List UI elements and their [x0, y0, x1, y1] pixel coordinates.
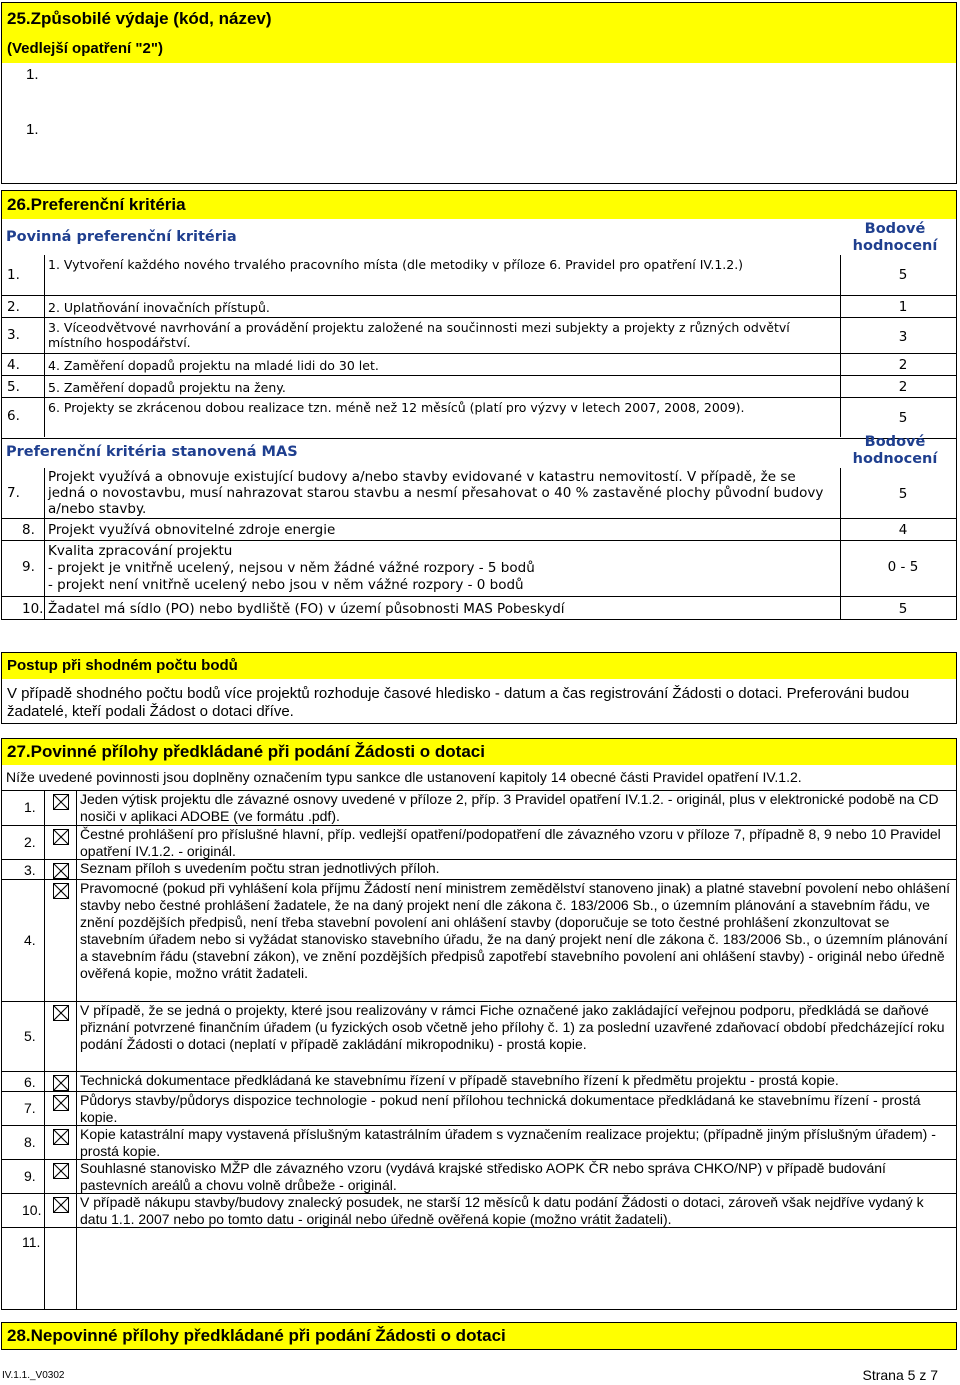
section-25-subtitle: (Vedlejší opatření "2"): [7, 40, 163, 57]
criterion-row: [2, 375, 956, 398]
criterion-row: [2, 468, 956, 518]
mas-criteria-table: [2, 468, 956, 620]
attachment-row: [2, 879, 956, 1001]
attachment-row: [2, 859, 956, 879]
criterion-points: 5: [898, 486, 908, 502]
criterion-row: [2, 353, 956, 376]
section-28-box: [1, 1322, 957, 1350]
criterion-text: 6. Projekty se zkrácenou dobou realizace tzn. méně než 12 měsíců (platí pro výzvy v letech 2007, 2008, 2009).: [48, 400, 745, 415]
section-25-header: [2, 3, 956, 63]
criterion-row: [2, 596, 956, 621]
attachment-checkbox[interactable]: [53, 883, 69, 899]
attachment-text: Seznam příloh s uvedením počtu stran jednotlivých příloh.: [80, 860, 440, 876]
section-27-title: 27.Povinné přílohy předkládané při podání Žádosti o dotaci: [7, 742, 485, 761]
criterion-points: 3: [898, 329, 908, 345]
mas-criteria-title: Preferenční kritéria stanovená MAS: [6, 444, 298, 460]
mandatory-criteria-table: [2, 255, 956, 437]
criterion-points: 5: [898, 601, 908, 617]
section-25-item: 1.: [26, 66, 39, 83]
checked-x-icon: [53, 1075, 69, 1091]
tie-break-text: V případě shodného počtu bodů více projektů rozhoduje časové hledisko - datum a čas registrování Žádosti o dotaci. Preferováni budou žadatelé, kteří podali Žádost o dotaci dříve.: [7, 685, 910, 720]
attachment-number: 7.: [24, 1100, 36, 1116]
criterion-number: 1.: [7, 267, 20, 283]
attachment-number: 8.: [24, 1134, 36, 1150]
attachment-text: Souhlasné stanovisko MŽP dle závazného vzoru (vydává krajské středisko AOPK ČR nebo správa CHKO/NP) v případě budování pastevních areálů a chovu volně drůbeže - originál.: [80, 1160, 886, 1193]
attachment-row: [2, 1227, 956, 1257]
criterion-number: 9.: [22, 559, 35, 575]
attachment-number: 11.: [22, 1234, 41, 1250]
criterion-text: Projekt využívá a obnovuje existující budovy a/nebo stavby evidované v katastru nemovitostí. V případě, že se jedná o novostavbu, musí nahrazovat starou stavbu a nesmí přesahovat o 40 % zastavěné plochy původní budovy a/nebo stavby.: [48, 469, 824, 517]
criterion-number: 5.: [7, 379, 20, 395]
checked-x-icon: [53, 829, 69, 845]
attachment-number: 1.: [24, 799, 36, 815]
criterion-text: 2. Uplatňování inovačních přístupů.: [48, 300, 270, 315]
tie-break-header: [2, 653, 956, 679]
criterion-row: [2, 518, 956, 541]
criterion-text: 3. Víceodvětvové navrhování a provádění projektu založené na součinnosti mezi subjekty a projekty z různých odvětví místního hospodářství.: [48, 320, 790, 350]
attachment-checkbox[interactable]: [53, 863, 69, 879]
criterion-row: [2, 540, 956, 597]
points-header: Bodové hodnocení: [852, 434, 938, 467]
criterion-points: 0 - 5: [887, 559, 919, 575]
attachment-row: [2, 791, 956, 825]
criterion-points: 5: [898, 410, 908, 426]
criterion-number: 6.: [7, 408, 20, 424]
checked-x-icon: [53, 1197, 69, 1213]
criterion-points: 5: [898, 267, 908, 283]
attachment-row: [2, 1125, 956, 1159]
attachment-row: [2, 1071, 956, 1091]
attachment-checkbox[interactable]: [53, 1005, 69, 1021]
criterion-number: 7.: [7, 485, 20, 501]
criterion-text: 1. Vytvoření každého nového trvalého pracovního místa (dle metodiky v příloze 6. Pravidel pro opatření IV.1.2.): [48, 257, 744, 272]
criterion-points: 4: [898, 522, 908, 538]
criterion-text-line: - projekt není vnitřně ucelený nebo jsou v něm vážné rozpory - 0 bodů: [48, 577, 524, 593]
criterion-text: 5. Zaměření dopadů projektu na ženy.: [48, 380, 286, 395]
attachment-checkbox[interactable]: [53, 1075, 69, 1091]
criterion-number: 3.: [7, 327, 20, 343]
attachment-text: V případě, že se jedná o projekty, které jsou realizovány v rámci Fiche označené jako zakládající veřejnou podporu, předkládá se daňové přiznání potvrzené finančním úřadem (u fyzických osob včetně jeho přílohy č. 1) za poslední uzavřené zdaňovací období předcházející roku podání Žádosti o dotaci (neplatí v případě zakládání mikropodniku) - prostá kopie.: [80, 1002, 945, 1052]
criterion-number: 4.: [7, 357, 20, 373]
mandatory-criteria-title: Povinná preferenční kritéria: [6, 229, 237, 245]
checked-x-icon: [53, 1129, 69, 1145]
checked-x-icon: [53, 863, 69, 879]
section-28-header: [2, 1323, 956, 1349]
section-27-box: [1, 738, 957, 1310]
attachment-text: V případě nákupu stavby/budovy znalecký posudek, ne starší 12 měsíců k datu podání Žádosti o dotaci, zároveň však nejdříve vydaný k datu 1.1. 2007 nebo po tomto datu - originál nebo úředně ověřená kopie (možno vrátit žadateli).: [80, 1194, 924, 1227]
criterion-text-line: Kvalita zpracování projektu: [48, 543, 233, 559]
section-26-header: [2, 191, 956, 219]
criterion-row: [2, 295, 956, 318]
attachment-checkbox[interactable]: [53, 794, 69, 810]
section-26-title: 26.Preferenční kritéria: [7, 195, 186, 214]
attachment-row: [2, 1091, 956, 1125]
criterion-row: [2, 397, 956, 439]
attachment-row: [2, 1193, 956, 1227]
criterion-number: 2.: [7, 299, 20, 315]
checked-x-icon: [53, 883, 69, 899]
criterion-row: [2, 255, 956, 295]
checked-x-icon: [53, 1005, 69, 1021]
attachment-number: 9.: [24, 1168, 36, 1184]
tie-break-box: [1, 652, 957, 724]
attachments-table: [2, 790, 956, 1310]
section-25-title: 25.Způsobilé výdaje (kód, název): [7, 9, 272, 28]
attachment-number: 2.: [24, 834, 36, 850]
checked-x-icon: [53, 1095, 69, 1111]
attachment-checkbox[interactable]: [53, 1163, 69, 1179]
attachment-text: Jeden výtisk projektu dle závazné osnovy uvedené v příloze 2, příp. 3 Pravidel opatření IV.1.2. - originál, plus v elektronické podobě na CD nosiči v aplikaci ADOBE (ve formátu .pdf).: [80, 791, 939, 824]
section-26-box: [1, 190, 957, 620]
attachment-text: Technická dokumentace předkládaná ke stavebnímu řízení v případě stavebního řízení k předmětu projektu - prostá kopie.: [80, 1072, 839, 1088]
attachment-text: Půdorys stavby/půdorys dispozice technologie - pokud není přílohou technická dokumentace předkládaná ke stavebnímu řízení - prostá kopie.: [80, 1092, 921, 1125]
tie-break-title: Postup při shodném počtu bodů: [7, 657, 238, 674]
checked-x-icon: [53, 794, 69, 810]
checked-x-icon: [53, 1163, 69, 1179]
section-25-box: [1, 2, 957, 184]
footer-page-number: Strana 5 z 7: [862, 1367, 938, 1383]
attachment-text: Kopie katastrální mapy vystavená příslušným katastrálním úřadem s vyznačením realizace projektu; (případně jiným příslušným úřadem) - prostá kopie.: [80, 1126, 936, 1159]
attachment-number: 6.: [24, 1074, 36, 1090]
attachment-checkbox[interactable]: [53, 1129, 69, 1145]
attachment-row: [2, 825, 956, 859]
attachment-number: 3.: [24, 862, 36, 878]
section-27-header: [2, 739, 956, 765]
attachment-checkbox[interactable]: [53, 1095, 69, 1111]
section-28-title: 28.Nepovinné přílohy předkládané při podání Žádosti o dotaci: [7, 1326, 506, 1345]
attachment-text: Čestné prohlášení pro příslušné hlavní, příp. vedlejší opatření/podopatření dle závazného vzoru v příloze 7, případně 8, 9 nebo 10 Pravidel opatření IV.1.2. - originál.: [80, 826, 941, 859]
attachment-number: 10.: [22, 1202, 42, 1218]
attachment-number: 4.: [24, 932, 36, 948]
criterion-text: 4. Zaměření dopadů projektu na mladé lidi do 30 let.: [48, 358, 379, 373]
criterion-text: Žadatel má sídlo (PO) nebo bydliště (FO) v území působnosti MAS Pobeskydí: [48, 601, 565, 617]
criterion-number: 10.: [22, 601, 44, 617]
attachment-number: 5.: [24, 1028, 36, 1044]
section-25-item: 1.: [26, 121, 39, 138]
points-header: Bodové hodnocení: [852, 221, 938, 254]
footer-code: IV.1.1._V0302: [2, 1370, 65, 1381]
attachment-checkbox[interactable]: [53, 829, 69, 845]
attachment-row: [2, 1001, 956, 1071]
criterion-points: 2: [898, 357, 908, 373]
criterion-text-line: - projekt je vnitřně ucelený, nejsou v něm žádné vážné rozpory - 5 bodů: [48, 560, 535, 576]
criterion-points: 2: [898, 379, 908, 395]
attachment-text: Pravomocné (pokud při vyhlášení kola příjmu Žádostí není ministrem zemědělství stanoveno jinak) a platné stavební povolení nebo ohlášení stavby nebo čestné prohlášení žadatele, že na daný projekt není dle zákona č. 183/2006 Sb., o územním plánování a stavebním řádu, ve znění pozdějších předpisů, není třeba stavební povolení ani ohlášení stavby (doporučuje se toto čestné prohlášení zkonzultovat se stavebním úřadem nebo si vyžádat stanovisko stavebního úřadu, že na daný projekt není dle zákona č. 183/2006 Sb., o územním plánování a stavebním řádu (stavební zákon), ve znění pozdějších předpisů zapotřebí stavebního povolení ani ohlášení stavby) - originál nebo úředně ověřená kopie, možno vrátit žadateli.: [80, 880, 951, 981]
section-27-intro: Níže uvedené povinnosti jsou doplněny označením typu sankce dle ustanovení kapitoly 14 obecné části Pravidel opatření IV.1.2.: [6, 769, 802, 785]
criterion-number: 8.: [22, 522, 35, 538]
criterion-points: 1: [898, 299, 908, 315]
attachment-checkbox[interactable]: [53, 1197, 69, 1213]
criterion-text: Projekt využívá obnovitelné zdroje energie: [48, 522, 336, 538]
criterion-row: [2, 317, 956, 354]
attachment-row: [2, 1159, 956, 1193]
